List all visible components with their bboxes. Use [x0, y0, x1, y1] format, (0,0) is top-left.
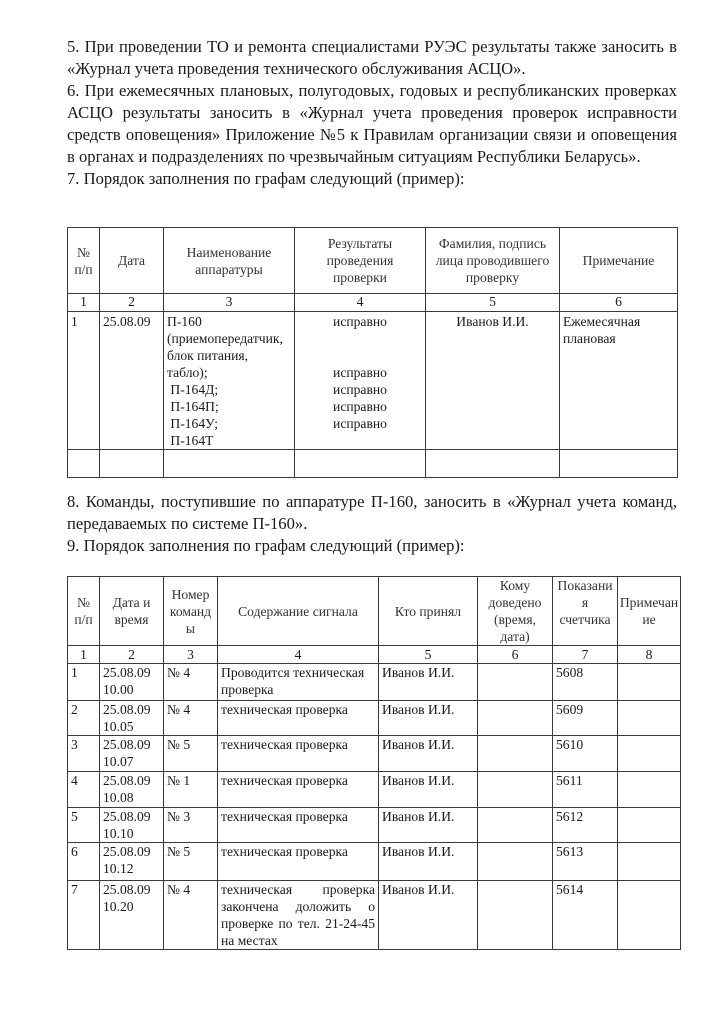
equipment-line: блок питания, [167, 348, 249, 363]
row-number: 1 [68, 664, 100, 701]
result-line: исправно [333, 314, 387, 329]
row-number: 4 [68, 772, 100, 808]
row-inspector: Иванов И.И. [426, 312, 560, 450]
row-note [618, 881, 681, 950]
row-counter: 5609 [553, 701, 618, 736]
row-note [618, 701, 681, 736]
row-delivered-to [478, 881, 553, 950]
column-number: 8 [618, 646, 681, 664]
inspection-log-table [67, 227, 678, 478]
column-number: 5 [426, 294, 560, 312]
row-number: 1 [68, 312, 100, 450]
paragraph-7: 7. Порядок заполнения по графам следующий (пример): [67, 169, 465, 188]
empty-cell [68, 450, 100, 478]
table-row [68, 808, 681, 843]
column-number: 1 [68, 294, 100, 312]
row-counter: 5612 [553, 808, 618, 843]
header-counter: Показани я счетчика [553, 577, 618, 646]
row-signal: техническая проверка [218, 843, 379, 881]
column-number: 3 [164, 646, 218, 664]
header-equipment: Наименование аппаратуры [164, 228, 295, 294]
table-row-empty [68, 450, 678, 478]
column-number: 2 [100, 294, 164, 312]
row-counter: 5614 [553, 881, 618, 950]
row-command: № 4 [164, 881, 218, 950]
column-number: 3 [164, 294, 295, 312]
note-line: Ежемесячная [563, 314, 641, 329]
column-number: 5 [379, 646, 478, 664]
header-number: № п/п [68, 577, 100, 646]
row-signal: техническая проверка [218, 736, 379, 772]
header-note: Примечание [560, 228, 678, 294]
table-row [68, 772, 681, 808]
row-command: № 5 [164, 843, 218, 881]
column-number: 4 [295, 294, 426, 312]
row-command: № 4 [164, 701, 218, 736]
result-line: исправно [333, 416, 387, 431]
empty-cell [100, 450, 164, 478]
column-number: 7 [553, 646, 618, 664]
column-number-row [68, 294, 678, 312]
row-received-by: Иванов И.И. [379, 808, 478, 843]
paragraph-6: 6. При ежемесячных плановых, полугодовых, годовых и республиканских проверках АСЦО результаты заносить в «Журнал учета проведения проверок исправности средств оповещения» Приложение №5 к Правилам организации связи и оповещения в органах и подразделениях по чрезвычайным ситуациям Республики Беларусь». [67, 81, 677, 166]
row-counter: 5610 [553, 736, 618, 772]
column-number: 4 [218, 646, 379, 664]
row-delivered-to [478, 843, 553, 881]
row-received-by: Иванов И.И. [379, 772, 478, 808]
table-row [68, 701, 681, 736]
equipment-line: П-160 [167, 314, 202, 329]
row-datetime: 25.08.09 10.00 [100, 664, 164, 701]
row-delivered-to [478, 808, 553, 843]
table-row [68, 736, 681, 772]
header-date: Дата [100, 228, 164, 294]
table-header-row [68, 577, 681, 646]
row-delivered-to [478, 772, 553, 808]
column-number: 1 [68, 646, 100, 664]
result-line: исправно [333, 365, 387, 380]
row-signal: техническая проверка [218, 701, 379, 736]
result-line: исправно [333, 382, 387, 397]
row-counter: 5613 [553, 843, 618, 881]
row-datetime: 25.08.09 10.08 [100, 772, 164, 808]
header-results: Результаты проведения проверки [295, 228, 426, 294]
header-note: Примечан ие [618, 577, 681, 646]
table-row [68, 881, 681, 950]
row-command: № 4 [164, 664, 218, 701]
header-datetime: Дата и время [100, 577, 164, 646]
row-received-by: Иванов И.И. [379, 701, 478, 736]
row-datetime: 25.08.09 10.12 [100, 843, 164, 881]
equipment-line: табло); [167, 365, 208, 380]
empty-cell [426, 450, 560, 478]
row-delivered-to [478, 664, 553, 701]
row-datetime: 25.08.09 10.10 [100, 808, 164, 843]
column-number-row [68, 646, 681, 664]
row-note [618, 808, 681, 843]
row-datetime: 25.08.09 10.05 [100, 701, 164, 736]
row-signal: техническая проверка [218, 808, 379, 843]
row-received-by: Иванов И.И. [379, 881, 478, 950]
command-log-table [67, 576, 681, 950]
row-received-by: Иванов И.И. [379, 664, 478, 701]
row-delivered-to [478, 736, 553, 772]
row-command: № 5 [164, 736, 218, 772]
row-command: № 3 [164, 808, 218, 843]
header-delivered-to: Кому доведено (время, дата) [478, 577, 553, 646]
table-row [68, 664, 681, 701]
row-counter: 5611 [553, 772, 618, 808]
column-number: 2 [100, 646, 164, 664]
equipment-line: П-164У; [167, 416, 219, 431]
row-received-by: Иванов И.И. [379, 736, 478, 772]
row-note [618, 736, 681, 772]
row-signal: Проводится техническая проверка [218, 664, 379, 701]
row-note [618, 843, 681, 881]
row-signal: техническая проверка закончена доложить о проверке по тел. 21-24-45 на местах [218, 881, 379, 950]
header-command-number: Номер команд ы [164, 577, 218, 646]
header-inspector: Фамилия, подпись лица проводившего проверку [426, 228, 560, 294]
result-line: исправно [333, 399, 387, 414]
row-received-by: Иванов И.И. [379, 843, 478, 881]
equipment-line: П-164П; [167, 399, 219, 414]
row-number: 3 [68, 736, 100, 772]
header-signal-content: Содержание сигнала [218, 577, 379, 646]
equipment-line: (приемопередатчик, [167, 331, 283, 346]
row-number: 5 [68, 808, 100, 843]
equipment-line: П-164Т [167, 433, 214, 448]
result-gap [298, 330, 422, 364]
row-note [618, 772, 681, 808]
equipment-line: П-164Д; [167, 382, 219, 397]
row-command: № 1 [164, 772, 218, 808]
row-equipment [164, 312, 295, 450]
row-datetime: 25.08.09 10.20 [100, 881, 164, 950]
paragraph-block-middle [67, 491, 677, 557]
empty-cell [164, 450, 295, 478]
empty-cell [560, 450, 678, 478]
paragraph-block-top [67, 36, 677, 190]
row-number: 2 [68, 701, 100, 736]
header-number: № п/п [68, 228, 100, 294]
row-note [618, 664, 681, 701]
header-received-by: Кто принял [379, 577, 478, 646]
row-delivered-to [478, 701, 553, 736]
column-number: 6 [478, 646, 553, 664]
note-line: плановая [563, 331, 616, 346]
table-row [68, 312, 678, 450]
table-header-row [68, 228, 678, 294]
paragraph-8: 8. Команды, поступившие по аппаратуре П-160, заносить в «Журнал учета команд, передаваемых по системе П-160». [67, 492, 677, 533]
row-results [295, 312, 426, 450]
row-signal: техническая проверка [218, 772, 379, 808]
column-number: 6 [560, 294, 678, 312]
row-number: 7 [68, 881, 100, 950]
row-number: 6 [68, 843, 100, 881]
row-date: 25.08.09 [100, 312, 164, 450]
row-counter: 5608 [553, 664, 618, 701]
row-datetime: 25.08.09 10.07 [100, 736, 164, 772]
paragraph-5: 5. При проведении ТО и ремонта специалистами РУЭС результаты также заносить в «Журнал учета проведения технического обслуживания АСЦО». [67, 37, 677, 78]
table-row [68, 843, 681, 881]
row-note [560, 312, 678, 450]
paragraph-9: 9. Порядок заполнения по графам следующий (пример): [67, 536, 465, 555]
empty-cell [295, 450, 426, 478]
